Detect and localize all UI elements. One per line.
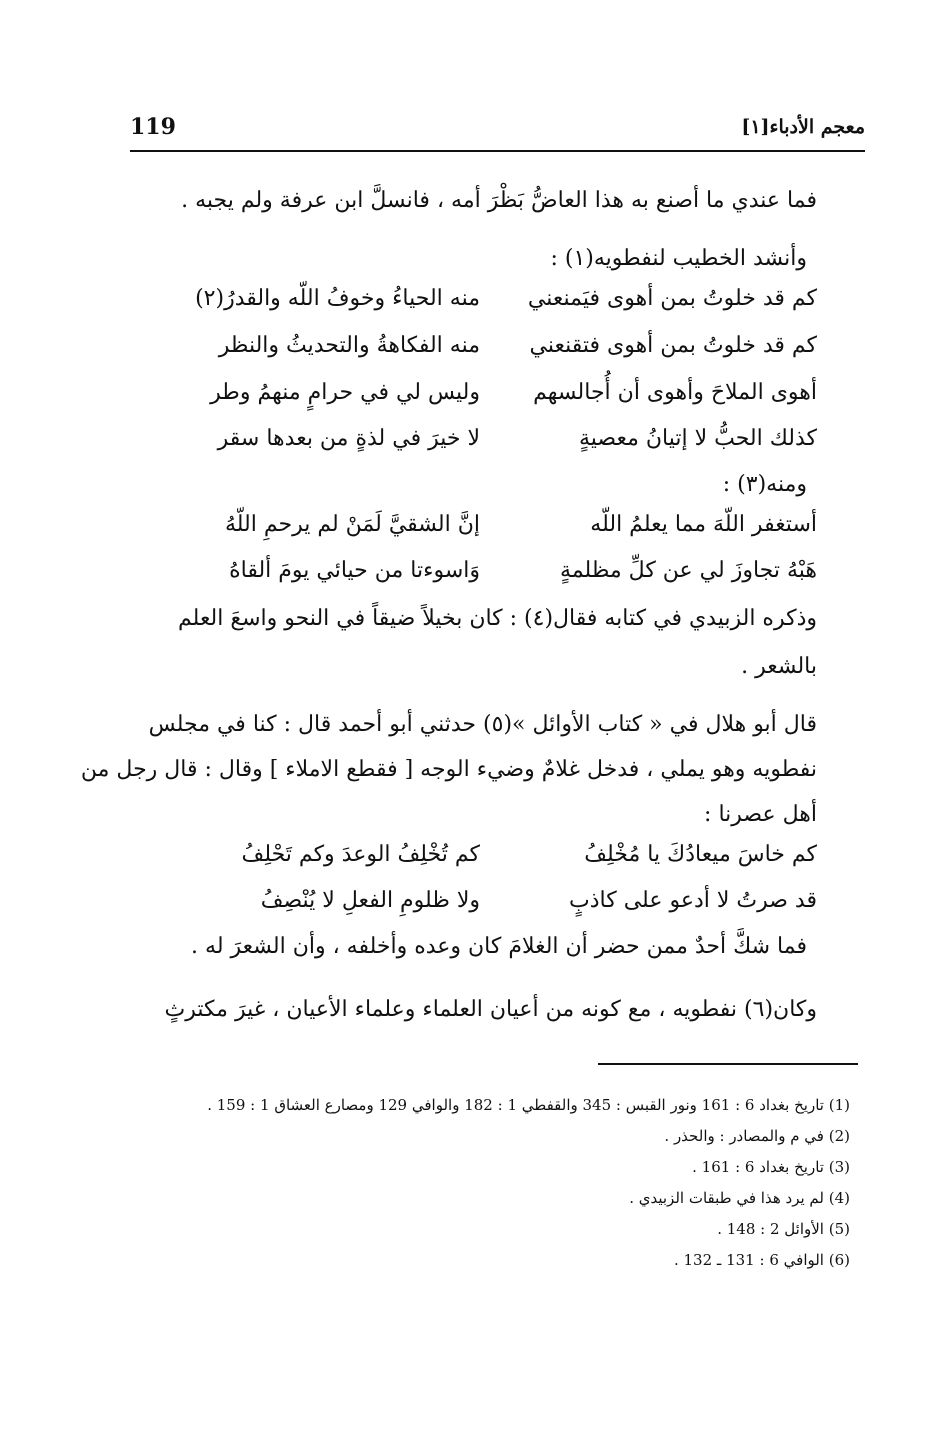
verse-second-hemistich: لا خيرَ في لذةٍ من بعدها سقر xyxy=(217,426,480,451)
paragraph-line: فما عندي ما أصنع به هذا العاضُّ بَظْرَ أمه ، فانسلَّ ابن عرفة ولم يجبه . xyxy=(181,188,817,213)
verse-first-hemistich: أستغفر اللّهَ مما يعلمُ اللّه xyxy=(590,512,817,537)
book-title: معجم الأدباء[١] xyxy=(741,116,865,138)
verse-first-hemistich: كم قد خلوتُ بمن أهوى فتقنعني xyxy=(529,333,817,358)
footnote: (5) الأوائل 2 : 148 . xyxy=(717,1220,850,1238)
verse-line xyxy=(160,424,817,458)
verse-line xyxy=(160,284,817,318)
verse-line xyxy=(160,840,817,874)
paragraph-line: أهل عصرنا : xyxy=(704,802,817,827)
footnote-divider xyxy=(598,1063,858,1065)
verse-line xyxy=(160,510,817,544)
verse-first-hemistich: هَبْهُ تجاوزَ لي عن كلِّ مظلمةٍ xyxy=(560,558,817,583)
paragraph-line: وكان(٦) نفطويه ، مع كونه من أعيان العلماء وعلماء الأعيان ، غيرَ مكترثٍ xyxy=(164,997,817,1022)
verse-second-hemistich: كم تُخْلِفُ الوعدَ وكم تَحْلِفُ xyxy=(241,842,480,867)
verse-first-hemistich: كم خاسَ ميعادُكَ يا مُخْلِفُ xyxy=(584,842,817,867)
header-divider xyxy=(130,150,865,152)
verse-second-hemistich: وليس لي في حرامٍ منهمُ وطر xyxy=(210,380,480,405)
verse-second-hemistich: وَاسوءتا من حيائي يومَ ألقاهُ xyxy=(229,558,480,583)
paragraph-line: فما شكَّ أحدٌ ممن حضر أن الغلامَ كان وعده وأخلفه ، وأن الشعرَ له . xyxy=(191,934,807,959)
footnote: (4) لم يرد هذا في طبقات الزبيدي . xyxy=(629,1189,850,1207)
verse-intro: ومنه(٣) : xyxy=(722,472,807,497)
page-number: 119 xyxy=(130,114,176,140)
paragraph-line: نفطويه وهو يملي ، فدخل غلامٌ وضيء الوجه [ فقطع الاملاء ] وقال : قال رجل من xyxy=(80,757,817,782)
verse-first-hemistich: قد صرتُ لا أدعو على كاذبٍ xyxy=(569,888,817,913)
verse-second-hemistich: ولا ظلومِ الفعلِ لا يُنْصِفُ xyxy=(260,888,480,913)
verse-first-hemistich: كذلك الحبُّ لا إتيانُ معصيةٍ xyxy=(578,426,817,451)
verse-second-hemistich: منه الفكاهةُ والتحديثُ والنظر xyxy=(218,333,480,358)
verse-first-hemistich: كم قد خلوتُ بمن أهوى فيَمنعني xyxy=(527,286,817,311)
verse-first-hemistich: أهوى الملاحَ وأهوى أن أُجالسهم xyxy=(533,380,817,405)
verse-line xyxy=(160,886,817,920)
footnote: (2) في م والمصادر : والحذر . xyxy=(664,1127,850,1145)
paragraph-line: قال أبو هلال في « كتاب الأوائل »(٥) حدثني أبو أحمد قال : كنا في مجلس xyxy=(148,712,817,737)
verse-second-hemistich: إنَّ الشقيَّ لَمَنْ لم يرحمِ اللّهُ xyxy=(224,512,480,537)
verse-line xyxy=(160,378,817,412)
verse-intro: وأنشد الخطيب لنفطويه(١) : xyxy=(550,246,807,271)
verse-line xyxy=(160,556,817,590)
footnote: (1) تاريخ بغداد 6 : 161 ونور القبس : 345 والقفطي 1 : 182 والوافي 129 ومصارع العشاق 1 : 159 . xyxy=(207,1096,850,1114)
footnote: (3) تاريخ بغداد 6 : 161 . xyxy=(692,1158,850,1176)
paragraph-line: وذكره الزبيدي في كتابه فقال(٤) : كان بخيلاً ضيقاً في النحو واسعَ العلم xyxy=(178,606,817,631)
verse-second-hemistich: منه الحياءُ وخوفُ اللّه والقدرُ(٢) xyxy=(195,286,480,311)
footnote: (6) الوافي 6 : 131 ـ 132 . xyxy=(673,1251,850,1269)
paragraph-line: بالشعر . xyxy=(741,654,817,679)
running-header xyxy=(130,112,865,150)
verse-line xyxy=(160,331,817,365)
